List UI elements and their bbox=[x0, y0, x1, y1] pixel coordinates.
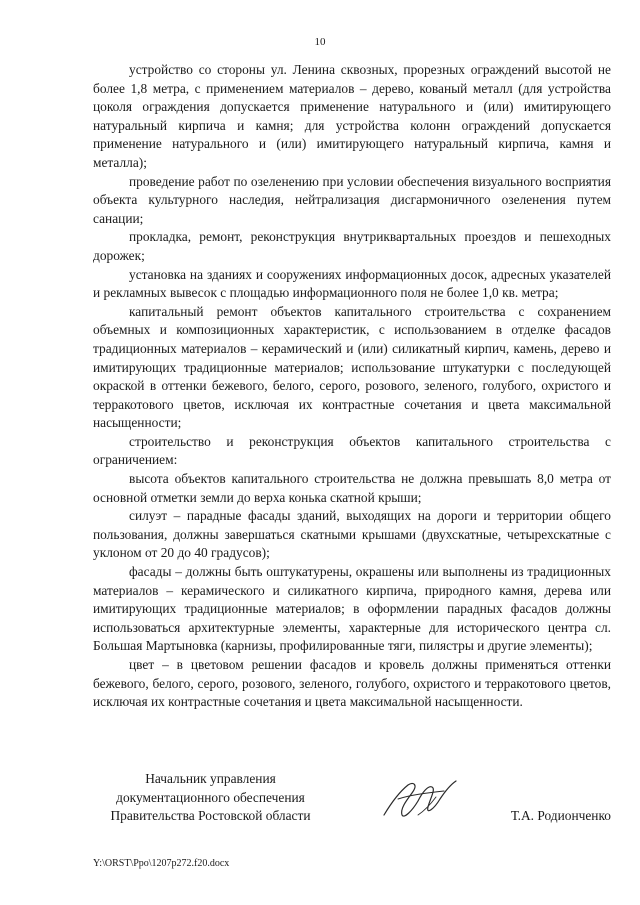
paragraph: силуэт – парадные фасады зданий, выходящих на дороги и территории общего пользования, должны завершаться скатными крышами (двухскатные, четырехскатные с уклоном от 20 до 40 градусов); bbox=[93, 508, 611, 561]
paragraph: фасады – должны быть оштукатурены, окрашены или выполнены из традиционных материалов – керамического и силикатного кирпича, природного камня, дерева или имитирующих традиционные материалов; в оформлении парадных фасадов должны использоваться архитектурные элементы, характерные для исторического центра сл. Большая Мартыновка (карнизы, профилированные тяги, пилястры и другие элементы); bbox=[93, 564, 611, 654]
signature-block bbox=[93, 770, 611, 830]
paragraph: устройство со стороны ул. Ленина сквозных, прорезных ограждений высотой не более 1,8 метра, с применением материалов – дерево, кованый металл (для устройства цоколя ограждения допускается применение натурального и (или) имитирующего натуральный кирпича и камня; для устройства колонн ограждений допускается применение натурального и (или) имитирующего натуральный кирпича, камня и металла); bbox=[93, 62, 611, 170]
page-number: 10 bbox=[314, 36, 326, 48]
paragraph: строительство и реконструкция объектов капитального строительства с ограничением: bbox=[93, 433, 611, 468]
file-path-footer: Y:\ORST\Ppo\1207p272.f20.docx bbox=[93, 858, 230, 869]
paragraph: капитальный ремонт объектов капитального строительства с сохранением объемных и композиционных характеристик, с использованием в отделке фасадов традиционных материалов – керамический и (или) силикатный кирпич, камень, дерево и имитирующих традиционные материалов; использование штукатурки с последующей окраской в оттенки бежевого, белого, серого, розового, зеленого, голубого, охристого и терракотового цветов, исключая их контрастные сочетания и цвета максимальной насыщенности; bbox=[93, 303, 611, 431]
signer-position-line: документационного обеспечения bbox=[116, 789, 305, 805]
paragraph: проведение работ по озеленению при условии обеспечения визуального восприятия объекта культурного наследия, нейтрализация дисгармоничного озеленения путем санации; bbox=[93, 173, 611, 226]
signer-position-line: Правительства Ростовской области bbox=[110, 808, 311, 824]
paragraph: высота объектов капитального строительства не должна превышать 8,0 метра от основной отметки земли до верха конька скатной крыши; bbox=[93, 471, 611, 505]
signer-name: Т.А. Родионченко bbox=[510, 808, 611, 823]
signer-position bbox=[93, 770, 328, 826]
paragraph: прокладка, ремонт, реконструкция внутриквартальных проездов и пешеходных дорожек; bbox=[93, 229, 611, 263]
handwritten-signature bbox=[378, 775, 468, 825]
signer-position-line: Начальник управления bbox=[145, 771, 276, 786]
document-body bbox=[93, 61, 611, 712]
paragraph: установка на зданиях и сооружениях информационных досок, адресных указателей и рекламных вывесок с площадью информационного поля не более 1,0 кв. метра; bbox=[93, 266, 611, 301]
paragraph: цвет – в цветовом решении фасадов и кровель должны применяться оттенки бежевого, белого, серого, розового, зеленого, голубого, охристого и терракотового цветов, исключая их контрастные сочетания и цвета максимальной насыщенности. bbox=[93, 657, 611, 710]
